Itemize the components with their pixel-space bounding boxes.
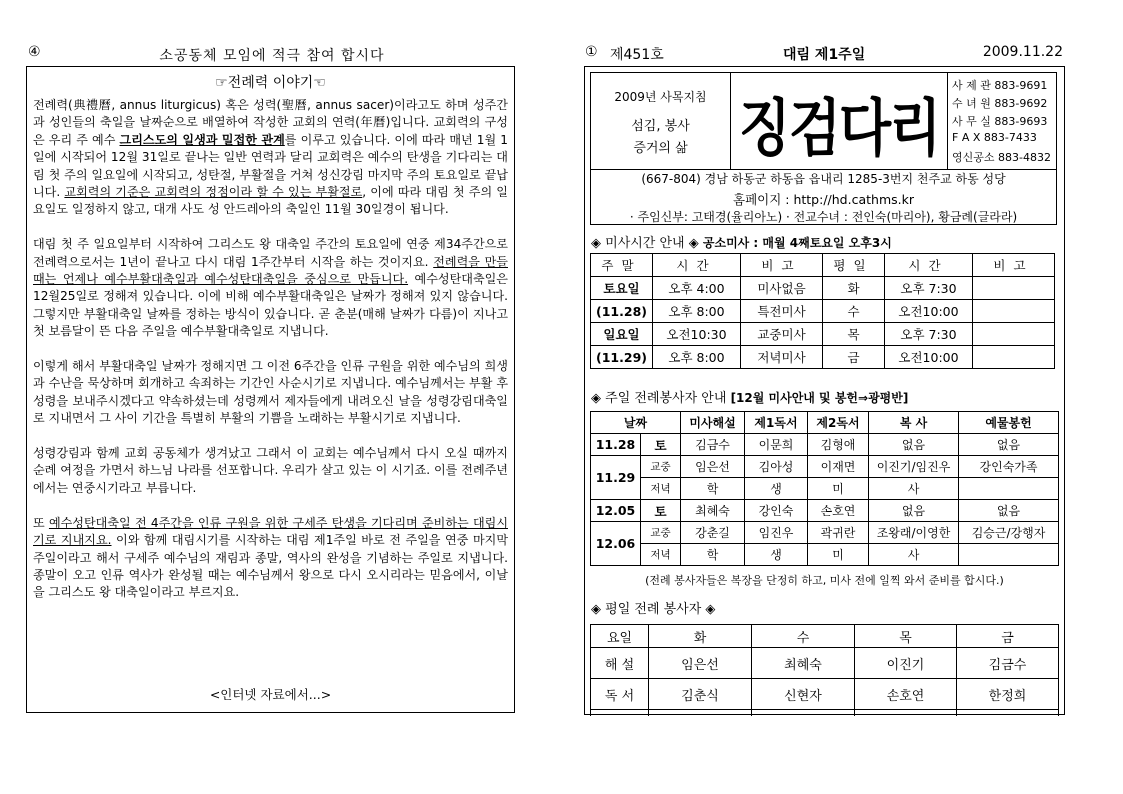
article-text-segment: 전례력을 만들 때는 언제나 예수부활대축일과 예수성탄대축일을 중심으로 만듭니다. [33,254,508,287]
table-cell: 신현자 [752,679,855,710]
table-cell: 한정희 [957,679,1059,710]
table-row [591,710,1059,717]
table-cell: (11.29) [591,346,653,369]
table-cell: 오후 4:00 [653,277,741,300]
table-cell [957,710,1059,717]
table-cell: 사 [869,544,959,566]
table-header-row [591,412,1059,434]
issue-date: 2009.11.22 [982,44,1063,60]
article-source: <인터넷 자료에서...> [209,687,332,702]
table-cell [973,323,1055,346]
article-text-segment: 그리스도의 일생과 밀접한 관계 [119,132,285,147]
article-paragraph-1 [33,97,508,219]
table-row [591,478,1059,500]
table-cell [591,710,649,717]
table-cell: 미사없음 [741,277,823,300]
bulletin-front-box [584,66,1065,715]
table-cell: 수 [823,300,885,323]
table-row [591,522,1059,544]
pastoral-motto [591,73,731,169]
table-cell: 오전10:00 [885,346,973,369]
header-cell: 주말 [591,254,653,277]
table-cell: 오후 7:30 [885,323,973,346]
table-cell: 생 [745,544,808,566]
header-cell: 수 [752,625,855,648]
motto-line-1: 섬김, 봉사 [631,119,690,134]
article-text-segment: 예수성탄대축일은 12월25일로 정해져 있습니다. 이에 비해 예수부활대축일은 날짜가 정해져 있지 않습니다. 그렇지만 부활대축일 날짜를 정하는 방식이 있습니다. 곧 춘분(매해 날짜가 다름)이 지나고 첫 보름달이 뜬 다음 주일을 예수부활대축일로 지냅니다. [33,272,508,339]
left-page-number: ④ [28,44,41,60]
table-cell: 오후 8:00 [653,346,741,369]
header-cell: 평일 [823,254,885,277]
header-cell: 비고 [973,254,1055,277]
table-cell: 임은선 [681,456,745,478]
table-cell: 교중미사 [741,323,823,346]
header-cell: 복 사 [869,412,959,434]
right-page-header [585,44,1063,66]
table-row [591,434,1059,456]
table-cell: 특전미사 [741,300,823,323]
table-row [591,544,1059,566]
table-cell [649,710,752,717]
table-cell: 11.28 [591,434,641,456]
table-cell: 곽귀란 [808,522,869,544]
table-row [591,346,1055,369]
left-banner: 소공동체 모임에 적극 참여 합시다 [159,48,385,64]
article-title: ☞전례력 이야기☜ [215,75,326,91]
header-cell: 요일 [591,625,649,648]
table-cell: 없음 [959,434,1059,456]
table-cell: 임진우 [745,522,808,544]
table-cell: 생 [745,478,808,500]
table-cell: 학 [681,544,745,566]
header-cell: 시간 [885,254,973,277]
table-cell: 사 [869,478,959,500]
table-cell: 오후 7:30 [885,277,973,300]
header-cell: 시간 [653,254,741,277]
table-header-row [591,625,1059,648]
table-cell: 손호연 [808,500,869,522]
table-cell: 조왕래/이영한 [869,522,959,544]
table-cell: 12.05 [591,500,641,522]
motto-year: 2009년 사목지침 [614,90,707,104]
sunday-title: 대림 제1주일 [783,47,866,63]
table-row [591,300,1055,323]
table-cell: 강인숙 [745,500,808,522]
table-cell [973,300,1055,323]
header-cell: 제1독서 [745,412,808,434]
table-cell: 독 서 [591,679,649,710]
table-cell: 오전10:30 [653,323,741,346]
article-text-segment: 를 이루고 있습니다. 이에 따라 매년 1월 1일에 시작되어 12월 31일로 끝나는 일반 연력과 달리 교회력은 예수의 탄생을 기다리는 대림 첫 주의 일요일에 시작되고, 성탄절, 부활절을 거쳐 성신강림 마지막 주의 토요일로 끝납니다. [33,132,508,200]
article-text-segment: 또 [33,515,49,530]
contact-rectory: 사 제 관 883-9691 [952,79,1048,92]
contact-convent: 수 녀 원 883-9692 [952,97,1048,110]
motto-line-2: 증거의 삶 [633,141,688,156]
parish-staff: · 주임신부: 고태경(율리아노) · 전교수녀 : 전인숙(마리아), 황금례(글라라) [629,210,1018,224]
left-page-header [26,44,518,66]
table-cell: 토 [641,434,681,456]
table-cell [959,478,1059,500]
table-cell: 김금수 [957,648,1059,679]
article-text-segment: , 이에 따라 대림 첫 주의 일요일도 일정하지 않고, 대개 사도 성 안드레아의 축일인 11월 30일경이 됩니다. [33,185,508,217]
table-cell: 김금수 [681,434,745,456]
table-cell: (11.28) [591,300,653,323]
table-cell: 오후 8:00 [653,300,741,323]
right-page-number: ① [585,44,598,60]
table-cell: 해 설 [591,648,649,679]
table-cell: 없음 [869,500,959,522]
table-cell: 강인숙가족 [959,456,1059,478]
article-text-segment: 이렇게 해서 부활대축일 날짜가 정해지면 그 이전 6주간을 인류 구원을 위한 예수님의 희생과 수난을 묵상하며 회개하고 속죄하는 기간인 사순시기로 지냅니다. 예수님께서는 부활 후 성령을 보내주시겠다고 약속하셨는데 성령께서 제자들에게 내려오신 날을 성령강림대축일로 지내면서 그 사이 기간을 특별히 부활의 기쁨을 노래하는 부활시기로 지냅니다. [33,359,508,426]
table-row [591,648,1059,679]
left-article-box [26,66,515,713]
table-cell [973,346,1055,369]
table-cell: 이진기 [855,648,957,679]
article-text-segment: 전례력(典禮曆, annus liturgicus) 혹은 성력(聖曆, annus sacer)이라고도 하며 성주간과 성인들의 축일을 날짜순으로 배열하여 작성한 교회의 연력(年曆)입니다. 교회력의 구성은 우리 주 예수 [33,98,508,147]
header-cell: 날짜 [591,412,681,434]
contact-fax: F A X 883-7433 [952,131,1037,144]
mass-times-title: ◈ 미사시간 안내 ◈ [591,236,699,251]
article-text-segment: 대림 첫 주 일요일부터 시작하여 그리스도 왕 대축일 주간의 토요일에 연중 제34주간으로 전례력으로서는 1년이 끝나고 다시 대림 1주간부터 시작을 하는 것이지요. [33,237,508,269]
table-cell: 교중 [641,456,681,478]
server-note: (전례 봉사자들은 복장을 단정히 하고, 미사 전에 일찍 와서 준비를 합시다.) [645,574,1004,587]
table-cell: 김춘식 [649,679,752,710]
table-cell: 미 [808,544,869,566]
table-cell: 화 [823,277,885,300]
table-row [591,456,1059,478]
article-text-segment: 교회력의 기준은 교회력의 정점이라 할 수 있는 부활절로 [64,185,363,200]
article-paragraph-2 [33,236,508,340]
table-row [591,277,1055,300]
table-cell: 학 [681,478,745,500]
table-cell: 미 [808,478,869,500]
table-cell: 목 [823,323,885,346]
mass-times-table [590,253,1055,369]
header-cell: 금 [957,625,1059,648]
contact-mission: 영신공소 883-4832 [952,151,1051,164]
weekday-servers-heading: ◈ 평일 전례 봉사자 ◈ [591,602,716,617]
sunday-servers-table [590,411,1059,566]
table-cell: 오전10:00 [885,300,973,323]
table-cell: 최혜숙 [752,648,855,679]
table-cell: 김아성 [745,456,808,478]
server-title: ◈ 주일 전례봉사자 안내 [591,391,727,406]
article-paragraph-5 [33,515,508,602]
mission-mass-note: 공소미사 : 매월 4째토요일 오후3시 [702,236,892,250]
article-paragraph-4 [33,445,508,497]
table-cell: 이진기/임진우 [869,456,959,478]
table-cell: 12.06 [591,522,641,566]
table-cell: 없음 [869,434,959,456]
table-header-row [591,254,1055,277]
article-text-segment: 이와 함께 대림시기를 시작하는 대림 제1주일 바로 전 주일을 연중 마지막 주일이라고 해서 구세주 예수님의 재림과 종말, 역사의 완성을 기념하는 주일로 지냅니다. 종말이 오고 인류 역사가 완성될 때는 예수님께서 왕으로 다시 오시리라는 믿음에서, 이날을 그리스도 왕 대축일이라고 부르지요. [33,533,508,600]
table-cell: 토 [641,500,681,522]
table-cell: 이재면 [808,456,869,478]
header-cell: 비고 [741,254,823,277]
table-cell [752,710,855,717]
article-body [33,97,508,602]
mass-times-heading [591,232,892,251]
header-cell: 예물봉헌 [959,412,1059,434]
table-cell: 임은선 [649,648,752,679]
table-cell: 이문희 [745,434,808,456]
issue-number: 제451호 [610,47,664,63]
table-cell: 저녁 [641,478,681,500]
article-text-segment: 예수성탄대축일 전 4주간을 인류 구원을 위한 구세주 탄생을 기다리며 준비하는 대림시기로 지내지요. [33,515,508,548]
header-cell: 제2독서 [808,412,869,434]
table-cell [959,544,1059,566]
table-cell: 없음 [959,500,1059,522]
article-paragraph-3 [33,358,508,428]
header-cell: 미사해설 [681,412,745,434]
december-offering-note: [12월 미사안내 및 봉헌⇒광평반] [730,391,909,405]
homepage-link[interactable]: 홈페이지 : http://hd.cathms.kr [733,192,914,207]
table-cell: 토요일 [591,277,653,300]
header-cell: 목 [855,625,957,648]
table-cell: 강춘길 [681,522,745,544]
table-cell: 김승근/강행자 [959,522,1059,544]
table-cell: 손호연 [855,679,957,710]
table-row [591,679,1059,710]
article-text-segment: 성령강림과 함께 교회 공동체가 생겨났고 그래서 이 교회는 예수님께서 다시 오실 때까지 순례 여정을 가면서 하느님 나라를 선포합니다. 우리가 살고 있는 이 시기죠. 이를 전례주년에서는 연중시기라고 부릅니다. [33,446,508,495]
contact-list [948,73,1056,169]
header-cell: 화 [649,625,752,648]
masthead [590,72,1057,225]
table-cell: 최혜숙 [681,500,745,522]
table-cell [973,277,1055,300]
table-cell [855,710,957,717]
table-cell: 금 [823,346,885,369]
table-cell: 일요일 [591,323,653,346]
table-row [591,323,1055,346]
table-cell: 교중 [641,522,681,544]
table-cell: 김형애 [808,434,869,456]
parish-address: (667-804) 경남 하동군 하동읍 읍내리 1285-3번지 천주교 하동 성당 [591,169,1056,188]
weekday-servers-table [590,624,1059,716]
table-cell: 저녁미사 [741,346,823,369]
contact-office: 사 무 실 883-9693 [952,115,1048,128]
table-row [591,500,1059,522]
table-cell: 11.29 [591,456,641,500]
server-heading [591,387,908,406]
table-cell: 저녁 [641,544,681,566]
logo-text: 징검다리 [738,90,940,165]
bulletin-logo [731,73,948,169]
